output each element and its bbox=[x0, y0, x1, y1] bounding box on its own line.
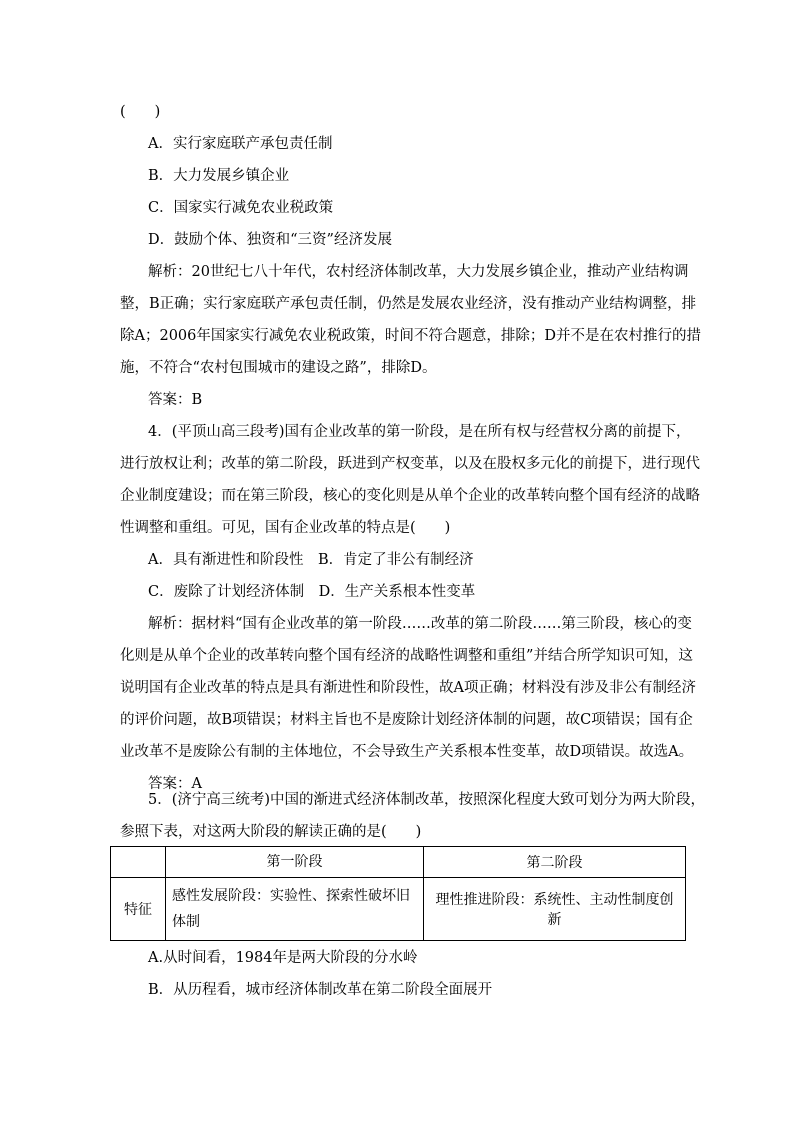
q3-analysis-line: 整，B正确；实行家庭联产承包责任制，仍然是发展农业经济，没有推动产业结构调整，排 bbox=[120, 296, 697, 312]
q3-answer-parentheses: ( ) bbox=[120, 104, 161, 120]
q3-option-a: A．实行家庭联产承包责任制 bbox=[148, 136, 333, 152]
table-row bbox=[111, 878, 686, 941]
q3-analysis-line: 施，不符合“农村包围城市的建设之路”，排除D。 bbox=[120, 360, 437, 376]
q4-analysis-line: 说明国有企业改革的特点是具有渐进性和阶段性，故A项正确；材料没有涉及非公有制经济 bbox=[120, 680, 696, 696]
q3-option-d: D．鼓励个体、独资和“三资”经济发展 bbox=[148, 232, 392, 248]
q4-analysis-line: 化则是从单个企业的改革转向整个国有经济的战略性调整和重组”并结合所学知识可知，这 bbox=[120, 648, 693, 664]
q4-options-cd: C．废除了计划经济体制 D．生产关系根本性变革 bbox=[148, 584, 476, 600]
q4-analysis-line: 的评价问题，故B项错误；材料主旨也不是废除计划经济体制的问题，故C项错误；国有企 bbox=[120, 712, 693, 728]
q3-option-c: C．国家实行减免农业税政策 bbox=[148, 200, 334, 216]
table-cell-stage1: 感性发展阶段：实验性、探索性破坏旧体制 bbox=[166, 878, 424, 941]
stage-comparison-table bbox=[110, 846, 686, 941]
q5-stem-line: 参照下表，对这两大阶段的解读正确的是( ) bbox=[120, 824, 422, 840]
q4-options-ab: A．具有渐进性和阶段性 B．肯定了非公有制经济 bbox=[148, 552, 474, 568]
q5-option-b: B．从历程看，城市经济体制改革在第二阶段全面展开 bbox=[148, 982, 493, 998]
q3-analysis-line: 解析：20世纪七八十年代，农村经济体制改革，大力发展乡镇企业，推动产业结构调 bbox=[148, 264, 689, 280]
q3-option-b: B．大力发展乡镇企业 bbox=[148, 168, 290, 184]
q4-stem-line: 4．(平顶山高三段考)国有企业改革的第一阶段，是在所有权与经营权分离的前提下， bbox=[148, 424, 691, 440]
table-header-empty bbox=[111, 847, 166, 878]
table-row-label: 特征 bbox=[111, 878, 166, 941]
q4-answer: 答案：A bbox=[148, 776, 202, 792]
q3-analysis-line: 除A；2006年国家实行减免农业税政策，时间不符合题意，排除；D并不是在农村推行的措 bbox=[120, 328, 701, 344]
q4-analysis-line: 业改革不是废除公有制的主体地位，不会导致生产关系根本性变革，故D项错误。故选A。 bbox=[120, 744, 694, 760]
table-header-stage2: 第二阶段 bbox=[424, 847, 686, 878]
q4-stem-line: 进行放权让利；改革的第二阶段，跃进到产权变革，以及在股权多元化的前提下，进行现代 bbox=[120, 456, 700, 472]
q4-stem-line: 性调整和重组。可见，国有企业改革的特点是( ) bbox=[120, 520, 451, 536]
q5-option-a: A.从时间看，1984年是两大阶段的分水岭 bbox=[148, 950, 418, 966]
q3-answer: 答案：B bbox=[148, 392, 203, 408]
table-cell-stage2: 理性推进阶段：系统性、主动性制度创新 bbox=[424, 878, 686, 941]
table-header-stage1: 第一阶段 bbox=[166, 847, 424, 878]
q5-stem-line: 5．(济宁高三统考)中国的渐进式经济体制改革，按照深化程度大致可划分为两大阶段， bbox=[148, 792, 706, 808]
q4-stem-line: 企业制度建设；而在第三阶段，核心的变化则是从单个企业的改革转向整个国有经济的战略 bbox=[120, 488, 700, 504]
table-header-row bbox=[111, 847, 686, 878]
q4-analysis-line: 解析：据材料“国有企业改革的第一阶段……改革的第二阶段……第三阶段，核心的变 bbox=[148, 616, 692, 632]
